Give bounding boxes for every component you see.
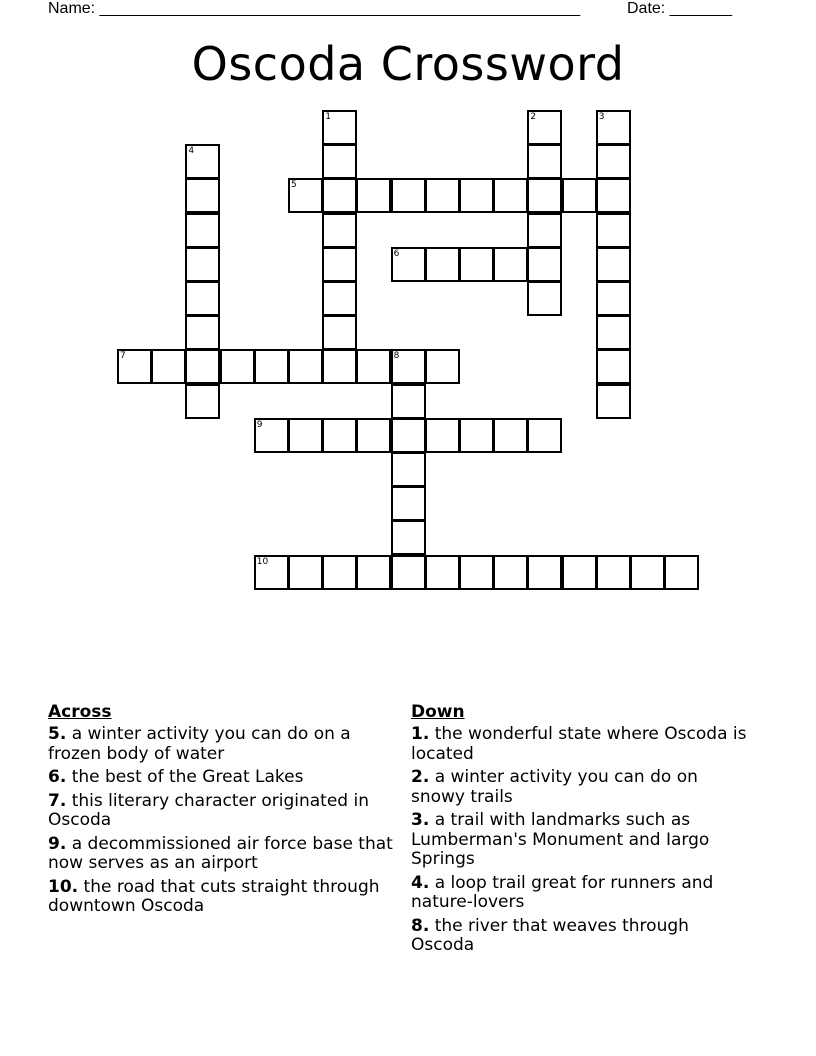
crossword-cell[interactable]: [391, 452, 426, 487]
crossword-cell[interactable]: [322, 281, 357, 316]
clue-down: [411, 768, 756, 807]
crossword-cell[interactable]: [493, 555, 528, 590]
crossword-cell[interactable]: [322, 110, 357, 145]
crossword-cell[interactable]: [459, 555, 494, 590]
clue-across: [48, 878, 403, 917]
clue-number-label: 8: [393, 351, 400, 362]
crossword-cell[interactable]: [356, 555, 391, 590]
crossword-cell[interactable]: [288, 555, 323, 590]
crossword-cell[interactable]: [527, 555, 562, 590]
crossword-cell[interactable]: [596, 178, 631, 213]
crossword-cell[interactable]: [254, 349, 289, 384]
clue-number-label: 4: [188, 146, 195, 157]
crossword-cell[interactable]: [288, 418, 323, 453]
clue-across: [48, 792, 403, 831]
down-clues: [411, 702, 756, 960]
crossword-cell[interactable]: [425, 247, 460, 282]
clue-number: 7.: [48, 790, 67, 811]
crossword-cell[interactable]: [459, 247, 494, 282]
crossword-cell[interactable]: [391, 384, 426, 419]
clue-number-label: 7: [120, 351, 126, 362]
crossword-cell[interactable]: [356, 349, 391, 384]
clue-number: 4.: [411, 872, 430, 893]
clue-number: 2.: [411, 767, 430, 787]
crossword-cell[interactable]: [322, 315, 357, 350]
crossword-cell[interactable]: [527, 178, 562, 213]
crossword-cell[interactable]: [185, 384, 220, 419]
clue-across: [48, 725, 403, 764]
down-heading: Down: [411, 702, 465, 722]
crossword-cell[interactable]: [527, 213, 562, 248]
crossword-cell[interactable]: [596, 247, 631, 282]
across-heading: Across: [48, 702, 112, 722]
crossword-cell[interactable]: [391, 486, 426, 521]
crossword-cell[interactable]: [391, 349, 426, 384]
clue-number-label: 3: [598, 112, 605, 122]
crossword-cell[interactable]: [322, 418, 357, 453]
clue-text: a winter activity you can do on snowy trails: [411, 767, 698, 807]
clue-number-label: 9: [256, 419, 263, 430]
crossword-cell[interactable]: [493, 418, 528, 453]
clue-text: a loop trail great for runners and nature-lovers: [411, 872, 714, 912]
crossword-cell[interactable]: [493, 178, 528, 213]
crossword-cell[interactable]: [527, 110, 562, 145]
crossword-cell[interactable]: [391, 418, 426, 453]
crossword-cell[interactable]: [562, 178, 597, 213]
crossword-cell[interactable]: [562, 555, 597, 590]
crossword-cell[interactable]: [425, 178, 460, 213]
crossword-cell[interactable]: [117, 349, 152, 384]
crossword-cell[interactable]: [356, 178, 391, 213]
clue-number: 8.: [411, 915, 430, 936]
crossword-cell[interactable]: [425, 418, 460, 453]
clue-number-label: 2: [530, 112, 537, 122]
crossword-cell[interactable]: [322, 555, 357, 590]
crossword-cell[interactable]: [151, 349, 186, 384]
crossword-cell[interactable]: [459, 418, 494, 453]
clue-text: the best of the Great Lakes: [71, 767, 304, 787]
crossword-cell[interactable]: [322, 144, 357, 179]
crossword-cell[interactable]: [391, 178, 426, 213]
clue-text: a winter activity you can do on a frozen body of water: [48, 724, 351, 764]
clue-text: the river that weaves through Oscoda: [411, 915, 689, 955]
crossword-cell[interactable]: [596, 384, 631, 419]
crossword-cell[interactable]: [322, 178, 357, 213]
crossword-cell[interactable]: [664, 555, 699, 590]
crossword-cell[interactable]: [596, 555, 631, 590]
crossword-cell[interactable]: [527, 247, 562, 282]
clue-across: [48, 835, 403, 874]
clue-number: 3.: [411, 810, 430, 830]
clue-down: [411, 917, 756, 956]
crossword-cell[interactable]: [527, 144, 562, 179]
clue-text: the wonderful state where Oscoda is located: [411, 724, 747, 764]
crossword-cell[interactable]: [322, 247, 357, 282]
crossword-cell[interactable]: [185, 315, 220, 350]
crossword-cell[interactable]: [185, 144, 220, 179]
crossword-cell[interactable]: [288, 349, 323, 384]
clue-number: 1.: [411, 724, 430, 744]
crossword-cell[interactable]: [391, 555, 426, 590]
crossword-cell[interactable]: [322, 213, 357, 248]
page-title: Oscoda Crossword: [191, 37, 625, 91]
clue-number-label: 10: [256, 556, 269, 567]
clue-down: [411, 874, 756, 913]
crossword-cell[interactable]: [322, 349, 357, 384]
clue-number-label: 6: [393, 248, 400, 259]
clue-text: the road that cuts straight through downtown Oscoda: [48, 876, 380, 916]
clue-text: a decommissioned air force base that now serves as an airport: [48, 833, 393, 873]
crossword-cell[interactable]: [596, 281, 631, 316]
crossword-cell[interactable]: [425, 349, 460, 384]
crossword-cell[interactable]: [596, 349, 631, 384]
crossword-cell[interactable]: [254, 418, 289, 453]
clue-text: this literary character originated in Oscoda: [48, 790, 370, 830]
crossword-cell[interactable]: [254, 555, 289, 590]
clue-number-label: 5: [291, 180, 297, 191]
crossword-cell[interactable]: [185, 178, 220, 213]
crossword-cell[interactable]: [596, 144, 631, 179]
crossword-cell[interactable]: [527, 418, 562, 453]
crossword-cell[interactable]: [425, 555, 460, 590]
clue-number-label: 1: [325, 112, 331, 122]
crossword-cell[interactable]: [391, 520, 426, 555]
clue-number: 10.: [48, 876, 79, 897]
crossword-cell[interactable]: [630, 555, 665, 590]
crossword-cell[interactable]: [185, 213, 220, 248]
crossword-cell[interactable]: [185, 281, 220, 316]
clue-text: a trail with landmarks such as Lumberman's Monument and Iargo Springs: [411, 810, 710, 869]
crossword-cell[interactable]: [356, 418, 391, 453]
clue-across: [48, 768, 403, 788]
clue-down: [411, 725, 756, 764]
crossword-cell[interactable]: [596, 315, 631, 350]
date-field[interactable]: Date: _______: [627, 0, 732, 17]
name-field[interactable]: Name: ______________________________________________________: [48, 0, 581, 17]
crossword-cell[interactable]: [527, 281, 562, 316]
clue-number: 5.: [48, 724, 67, 744]
crossword-cell[interactable]: [391, 247, 426, 282]
crossword-cell[interactable]: [185, 349, 220, 384]
crossword-cell[interactable]: [596, 110, 631, 145]
crossword-cell[interactable]: [459, 178, 494, 213]
clue-number: 9.: [48, 833, 67, 854]
worksheet-header: [48, 0, 748, 20]
crossword-cell[interactable]: [596, 213, 631, 248]
clue-down: [411, 811, 756, 870]
clue-number: 6.: [48, 767, 67, 787]
crossword-cell[interactable]: [220, 349, 255, 384]
crossword-cell[interactable]: [288, 178, 323, 213]
crossword-cell[interactable]: [493, 247, 528, 282]
across-clues: [48, 702, 403, 921]
crossword-cell[interactable]: [185, 247, 220, 282]
